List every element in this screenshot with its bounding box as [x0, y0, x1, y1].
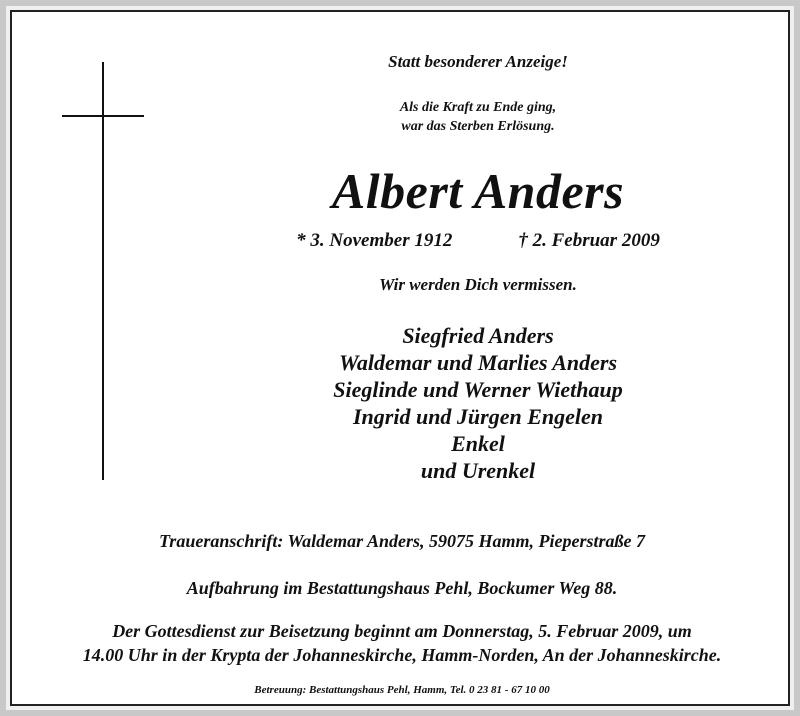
birth-date: * 3. November 1912	[296, 230, 453, 251]
deceased-name: Albert Anders	[331, 163, 625, 219]
mourner-1: Waldemar und Marlies Anders	[338, 350, 618, 375]
mourner-4: Enkel	[451, 431, 505, 456]
mourner-5: und Urenkel	[420, 458, 536, 483]
cross-icon-horizontal	[62, 115, 144, 117]
mourner-0: Siegfried Anders	[402, 323, 554, 348]
life-dates	[182, 230, 774, 252]
obituary-card	[10, 10, 790, 706]
quote-line-1: Als die Kraft zu Ende ging,	[399, 100, 557, 115]
death-date: † 2. Februar 2009	[518, 230, 660, 251]
mourner-3: Ingrid und Jürgen Engelen	[352, 404, 604, 429]
service-line-1: Der Gottesdienst zur Beisetzung beginnt am Donnerstag, 5. Februar 2009, um	[112, 621, 692, 641]
quote-line-2: war das Sterben Erlösung.	[401, 119, 555, 134]
service-line-2: 14.00 Uhr in der Krypta der Johanneskirche, Hamm-Norden, An der Johanneskirche.	[82, 645, 722, 665]
mourning-address: Traueranschrift: Waldemar Anders, 59075 Hamm, Pieperstraße 7	[158, 531, 646, 551]
funeral-home-footer: Betreuung: Bestattungshaus Pehl, Hamm, Tel. 0 23 81 - 67 10 00	[254, 684, 550, 696]
mourner-2: Sieglinde und Werner Wiethaup	[333, 377, 623, 402]
viewing-info: Aufbahrung im Bestattungshaus Pehl, Bockumer Weg 88.	[186, 578, 618, 598]
farewell-text: Wir werden Dich vermissen.	[379, 275, 577, 294]
header-text: Statt besonderer Anzeige!	[388, 52, 568, 71]
cross-icon-vertical	[102, 62, 104, 480]
